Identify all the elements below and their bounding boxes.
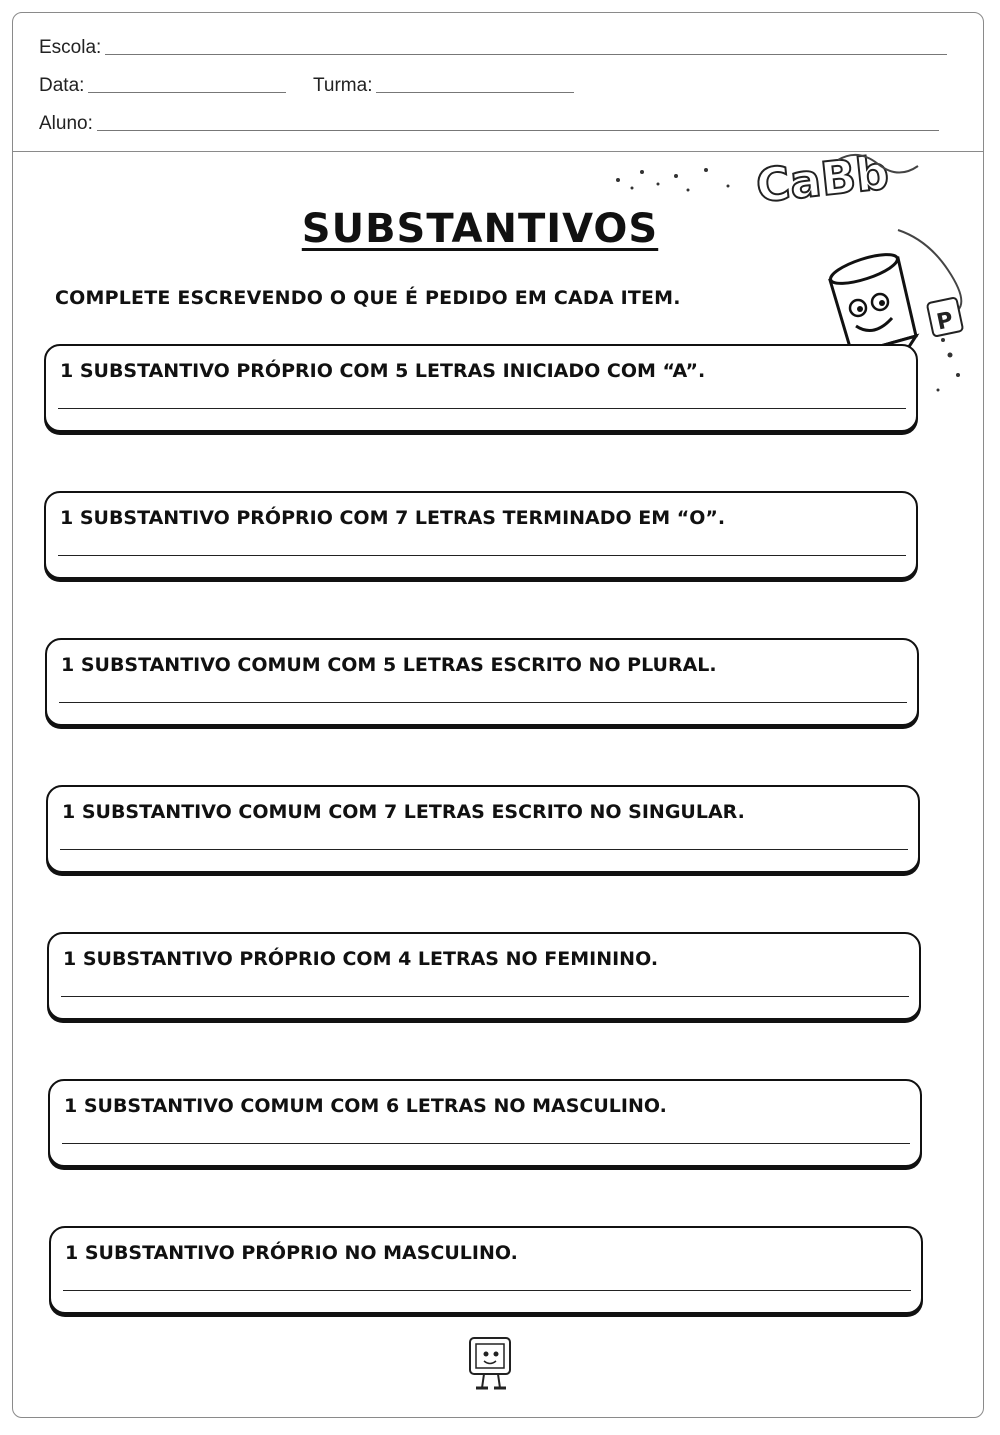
date-line — [88, 91, 286, 93]
item-text: 1 SUBSTANTIVO PRÓPRIO NO MASCULINO. — [65, 1242, 518, 1264]
instruction-text: COMPLETE ESCREVENDO O QUE É PEDIDO EM CADA ITEM. — [55, 287, 681, 309]
school-label: Escola: — [39, 37, 102, 58]
item-box — [49, 1226, 923, 1314]
item-text: 1 SUBSTANTIVO PRÓPRIO COM 5 LETRAS INICIADO COM “A”. — [60, 360, 706, 382]
item-box — [45, 638, 919, 726]
item-text: 1 SUBSTANTIVO COMUM COM 5 LETRAS ESCRITO NO PLURAL. — [61, 654, 717, 676]
student-field[interactable] — [39, 113, 939, 135]
class-line — [376, 91, 574, 93]
school-line — [105, 53, 947, 55]
date-field[interactable] — [39, 75, 286, 97]
class-field[interactable] — [313, 75, 574, 97]
answer-line[interactable] — [61, 996, 909, 997]
footer-mascot-icon — [462, 1336, 522, 1396]
student-line — [97, 129, 939, 131]
answer-line[interactable] — [63, 1290, 911, 1291]
decor-letters: CaBb — [753, 145, 892, 213]
item-text: 1 SUBSTANTIVO COMUM COM 6 LETRAS NO MASCULINO. — [64, 1095, 667, 1117]
item-box — [44, 491, 918, 579]
answer-line[interactable] — [59, 702, 907, 703]
item-box — [47, 932, 921, 1020]
page-title — [0, 206, 960, 252]
item-text: 1 SUBSTANTIVO PRÓPRIO COM 7 LETRAS TERMINADO EM “O”. — [60, 507, 726, 529]
class-label: Turma: — [313, 75, 373, 96]
school-field[interactable] — [39, 37, 947, 59]
item-box — [48, 1079, 922, 1167]
student-label: Aluno: — [39, 113, 93, 134]
header-fields — [13, 13, 983, 152]
page-title-text: SUBSTANTIVOS — [301, 206, 659, 252]
date-label: Data: — [39, 75, 85, 96]
item-box — [44, 344, 918, 432]
answer-line[interactable] — [62, 1143, 910, 1144]
item-text: 1 SUBSTANTIVO PRÓPRIO COM 4 LETRAS NO FEMININO. — [63, 948, 659, 970]
answer-line[interactable] — [58, 555, 906, 556]
decor-tile-letter: P — [934, 307, 956, 336]
item-box — [46, 785, 920, 873]
answer-line[interactable] — [58, 408, 906, 409]
item-text: 1 SUBSTANTIVO COMUM COM 7 LETRAS ESCRITO NO SINGULAR. — [62, 801, 745, 823]
answer-line[interactable] — [60, 849, 908, 850]
